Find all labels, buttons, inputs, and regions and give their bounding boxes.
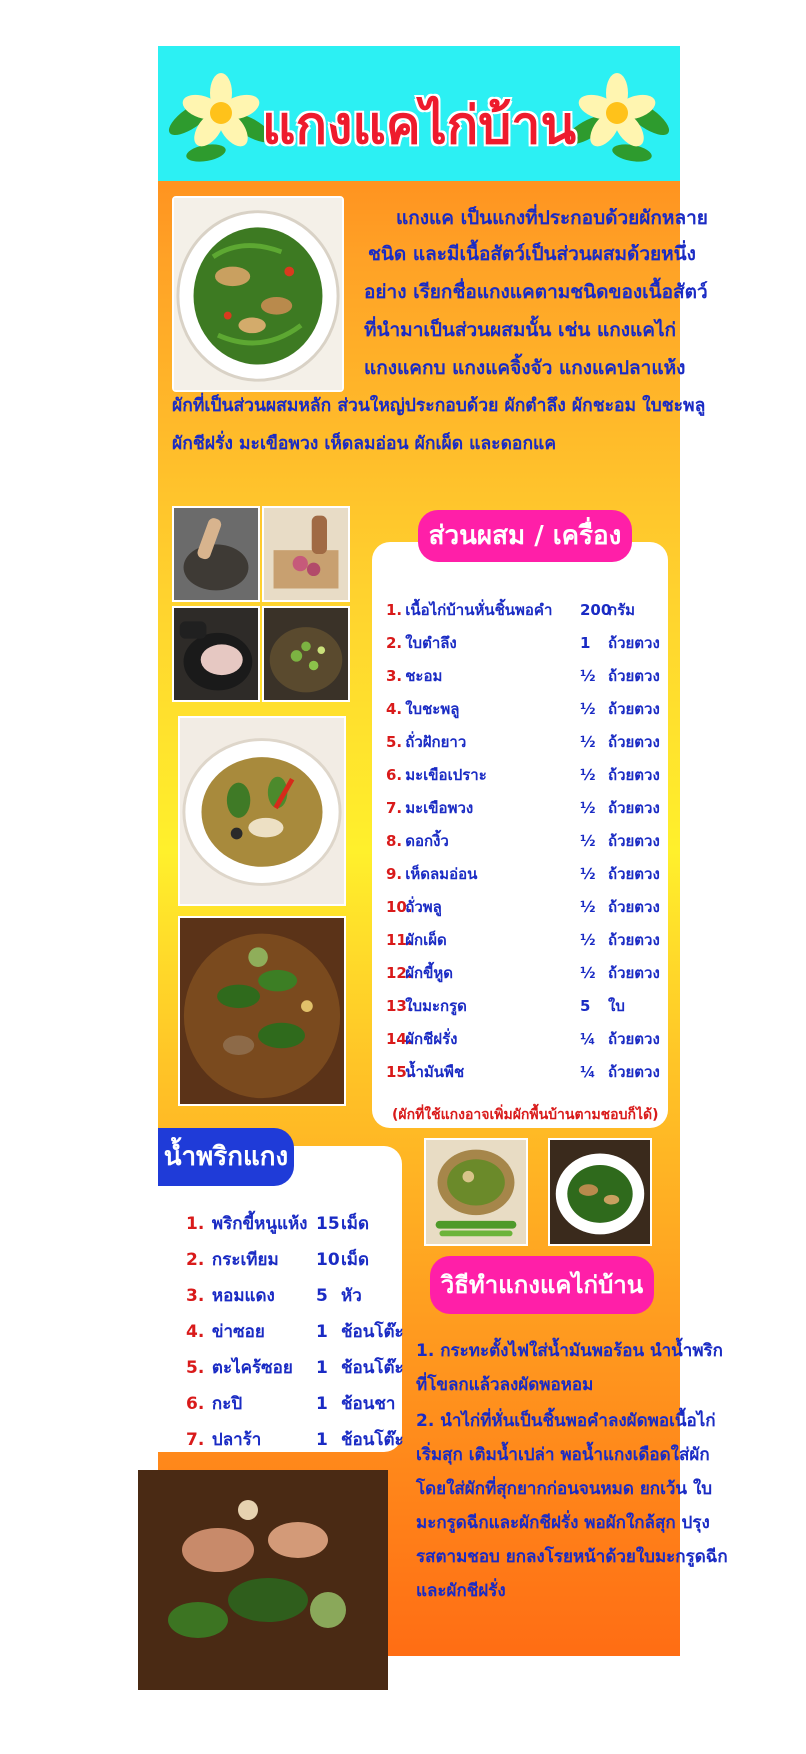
item-quantity: 15 [316, 1214, 340, 1234]
intro-line: แกงแคกบ แกงแคจิ้งจัว แกงแคปลาแห้ง [364, 357, 686, 379]
item-name: หอมแดง [211, 1286, 275, 1306]
cooking-step-photo [172, 606, 260, 702]
ingredient-item [386, 858, 660, 890]
item-quantity: 200 [580, 601, 612, 619]
item-quantity: 1 [316, 1358, 328, 1378]
item-quantity: 10 [316, 1250, 340, 1270]
item-unit: ถ้วยตวง [608, 634, 660, 652]
item-unit: ถ้วยตวง [608, 1030, 660, 1048]
item-quantity: 1 [316, 1322, 328, 1342]
method-line: 2. นำไก่ที่หั่นเป็นชิ้นพอคำลงผัดพอเนื้อไก่ [416, 1411, 716, 1431]
item-unit: ถ้วยตวง [608, 766, 660, 784]
item-name: ผักเผ็ด [405, 931, 447, 949]
item-quantity: 5 [316, 1286, 328, 1306]
ingredient-item [386, 627, 660, 659]
intro-line: แกงแค เป็นแกงที่ประกอบด้วยผักหลาย [396, 207, 708, 229]
item-unit: ถ้วยตวง [608, 832, 660, 850]
ingredient-item [386, 726, 660, 758]
ingredient-item [386, 1056, 660, 1088]
method-line: รสตามชอบ ยกลงโรยหน้าด้วยใบมะกรูดฉีก [416, 1547, 728, 1567]
item-unit: เม็ด [341, 1250, 370, 1270]
item-name: ผักขี้หูด [405, 964, 453, 982]
intro-line: ที่นำมาเป็นส่วนผสมนั้น เช่น แกงแคไก่ [364, 319, 677, 341]
cooking-step-photo [262, 506, 350, 602]
ingredients-card [372, 542, 668, 1128]
item-name: ดอกงิ้ว [405, 832, 449, 850]
method-heading: วิธีทำแกงแคไก่บ้าน [430, 1256, 654, 1314]
item-name: ตะไคร้ซอย [211, 1358, 293, 1378]
item-name: เห็ดลมอ่อน [405, 865, 478, 883]
curry-paste-item [186, 1386, 406, 1422]
item-quantity: 5 [580, 997, 591, 1015]
method-line: 1. กระทะตั้งไฟใส่น้ำมันพอร้อน นำน้ำพริก [416, 1341, 723, 1361]
item-unit: ถ้วยตวง [608, 667, 660, 685]
item-quantity: ½ [580, 667, 596, 685]
dish-photo [178, 916, 346, 1106]
method-line: โดยใส่ผักที่สุกยากก่อนจนหมด ยกเว้น ใบ [416, 1479, 713, 1499]
curry-paste-item [186, 1206, 406, 1242]
item-number: 4. [386, 700, 403, 718]
method-line: ที่โขลกแล้วลงผัดพอหอม [416, 1375, 594, 1395]
item-name: พริกขี้หนูแห้ง [211, 1214, 308, 1234]
item-quantity: ¼ [580, 1063, 596, 1081]
item-unit: หัว [341, 1286, 362, 1306]
item-quantity: ½ [580, 700, 596, 718]
item-name: ใบมะกรูด [405, 997, 467, 1015]
item-name: กะปิ [211, 1394, 243, 1414]
intro-paragraph [158, 196, 708, 536]
item-number: 6. [386, 766, 403, 784]
item-quantity: ½ [580, 964, 596, 982]
cooking-step-photo [172, 506, 260, 602]
curry-paste-item [186, 1422, 406, 1458]
item-number: 13. [386, 997, 413, 1015]
method-line: และผักชีฝรั่ง [416, 1581, 506, 1601]
item-number: 10. [386, 898, 413, 916]
item-name: มะเขือพวง [405, 799, 474, 817]
item-number: 3. [386, 667, 403, 685]
item-number: 5. [186, 1358, 205, 1378]
ingredient-item [386, 924, 660, 956]
item-name: ถั่วพลู [405, 898, 442, 916]
item-name: ใบชะพลู [405, 700, 460, 718]
item-number: 8. [386, 832, 403, 850]
item-number: 6. [186, 1394, 205, 1414]
item-unit: ถ้วยตวง [608, 799, 660, 817]
intro-line: ผักชีฝรั่ง มะเขือพวง เห็ดลมอ่อน ผักเผ็ด และดอกแค [172, 434, 557, 454]
dish-photo [138, 1470, 388, 1690]
ingredient-item [386, 957, 660, 989]
item-name: ถั่วฝักยาว [405, 733, 467, 751]
item-number: 15. [386, 1063, 413, 1081]
item-name: น้ำมันพืช [405, 1063, 465, 1081]
item-unit: ถ้วยตวง [608, 931, 660, 949]
curry-paste-item [186, 1242, 406, 1278]
item-unit: ถ้วยตวง [608, 1063, 660, 1081]
ingredient-item [386, 990, 656, 1022]
item-name: มะเขือเปราะ [405, 766, 487, 784]
ingredients-heading: ส่วนผสม / เครื่องปรุง [418, 510, 632, 562]
item-unit: ถ้วยตวง [608, 898, 660, 916]
item-quantity: ½ [580, 766, 596, 784]
item-number: 7. [386, 799, 403, 817]
curry-paste-item [186, 1314, 406, 1350]
item-name: ผักชีฝรั่ง [405, 1030, 458, 1048]
item-quantity: ½ [580, 865, 596, 883]
curry-paste-item [186, 1350, 406, 1386]
item-name: เนื้อไก่บ้านหั่นชิ้นพอคำ [405, 601, 553, 619]
item-unit: ช้อนโต๊ะ [341, 1322, 404, 1342]
item-name: ใบตำลึง [405, 634, 457, 652]
intro-line: ชนิด และมีเนื้อสัตว์เป็นส่วนผสมด้วยหนึ่ง [368, 243, 696, 265]
item-unit: ช้อนโต๊ะ [341, 1358, 404, 1378]
cooking-step-photo [262, 606, 350, 702]
item-number: 9. [386, 865, 403, 883]
item-unit: ถ้วยตวง [608, 700, 660, 718]
item-quantity: 1 [316, 1394, 328, 1414]
ingredient-item [386, 693, 660, 725]
item-number: 12. [386, 964, 413, 982]
curry-paste-card [158, 1146, 402, 1452]
item-number: 1. [186, 1214, 205, 1234]
item-name: ข่าซอย [211, 1322, 265, 1342]
curry-paste-heading: น้ำพริกแกง [158, 1128, 294, 1186]
item-number: 2. [386, 634, 403, 652]
intro-line: อย่าง เรียกชื่อแกงแคตามชนิดของเนื้อสัตว์ [364, 281, 708, 303]
recipe-poster [158, 46, 728, 1656]
item-number: 3. [186, 1286, 205, 1306]
method-line: เริ่มสุก เติมน้ำเปล่า พอน้ำแกงเดือดใส่ผัก [416, 1445, 710, 1465]
method-line: มะกรูดฉีกและผักชีฝรั่ง พอผักใกล้สุก ปรุง [416, 1513, 710, 1533]
item-unit: ใบ [608, 997, 625, 1015]
item-number: 7. [186, 1430, 205, 1450]
item-quantity: ½ [580, 931, 596, 949]
item-quantity: ½ [580, 733, 596, 751]
curry-paste-item [186, 1278, 406, 1314]
item-unit: ช้อนชา [341, 1394, 396, 1414]
item-number: 1. [386, 601, 403, 619]
item-unit: ถ้วยตวง [608, 865, 660, 883]
poster-title: แกงแคไก่บ้าน [261, 96, 577, 156]
item-unit: กรัม [608, 601, 636, 619]
item-name: ปลาร้า [211, 1430, 262, 1450]
item-unit: เม็ด [341, 1214, 370, 1234]
item-number: 5. [386, 733, 403, 751]
item-name: ชะอม [405, 667, 443, 685]
item-quantity: ½ [580, 898, 596, 916]
item-unit: ถ้วยตวง [608, 964, 660, 982]
item-name: กระเทียม [211, 1250, 279, 1270]
dish-photo [424, 1138, 528, 1246]
ingredient-item [386, 660, 660, 692]
item-number: 11. [386, 931, 413, 949]
item-quantity: 1 [316, 1430, 328, 1450]
ingredient-item [386, 891, 660, 923]
dish-photo [548, 1138, 652, 1246]
item-quantity: ½ [580, 832, 596, 850]
dish-photo [178, 716, 346, 906]
item-quantity: ½ [580, 799, 596, 817]
ingredient-item [386, 792, 660, 824]
item-number: 14. [386, 1030, 413, 1048]
item-number: 4. [186, 1322, 205, 1342]
item-quantity: 1 [580, 634, 591, 652]
ingredients-note: (ผักที่ใช้แกงอาจเพิ่มผักพื้นบ้านตามชอบก็ได้) [392, 1107, 659, 1123]
ingredient-item [386, 759, 660, 791]
ingredient-item [386, 825, 660, 857]
ingredient-item [386, 1023, 660, 1055]
item-unit: ช้อนโต๊ะ [341, 1430, 404, 1450]
item-number: 2. [186, 1250, 205, 1270]
item-unit: ถ้วยตวง [608, 733, 660, 751]
intro-line: ผักที่เป็นส่วนผสมหลัก ส่วนใหญ่ประกอบด้วย ผักตำลึง ผักชะอม ใบชะพลู [172, 396, 706, 416]
item-quantity: ¼ [580, 1030, 596, 1048]
